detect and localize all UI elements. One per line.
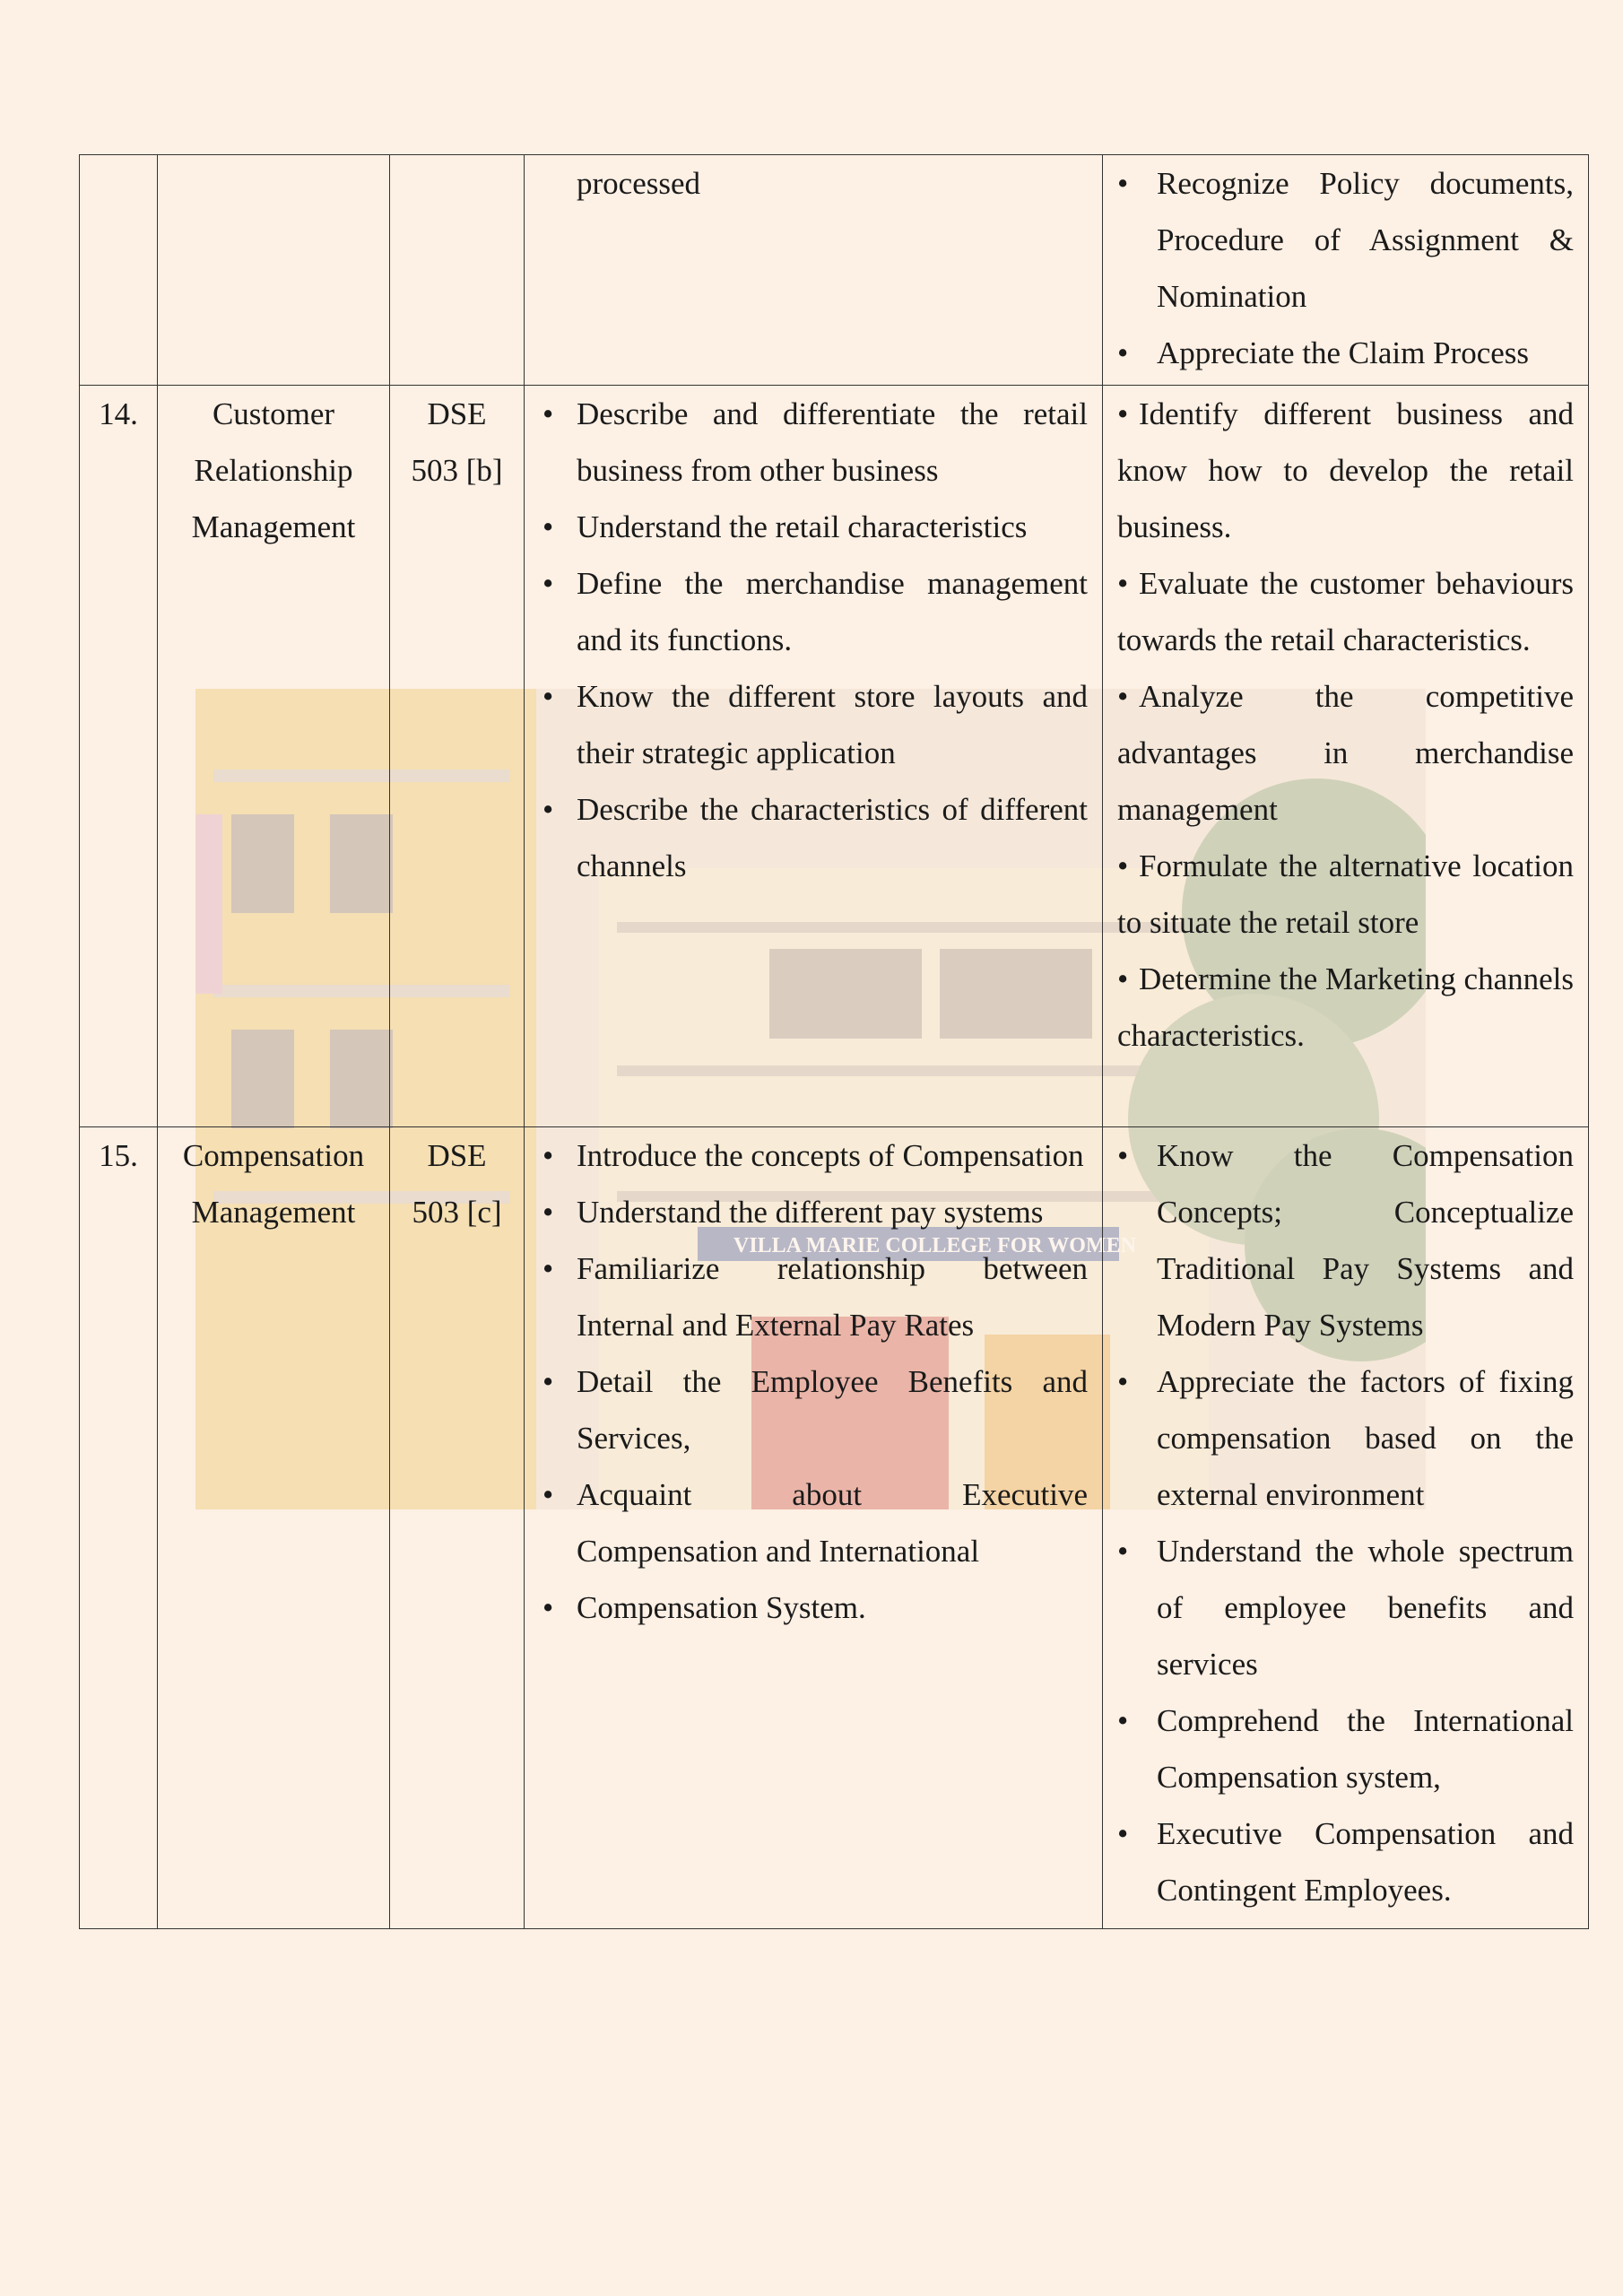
bullet-icon: • bbox=[1117, 1816, 1129, 1851]
serial-number-cell: 14. bbox=[80, 386, 158, 1127]
bullet-icon: • bbox=[542, 1590, 554, 1625]
outcomes-cell bbox=[1103, 386, 1589, 1127]
outcome-item: • Understand the whole spectrum of employee benefits and services bbox=[1117, 1523, 1574, 1692]
objective-item: processed bbox=[577, 166, 701, 201]
objective-item: • Understand the different pay systems bbox=[539, 1184, 1088, 1240]
bullet-icon: • bbox=[1117, 1364, 1129, 1399]
objectives-cell bbox=[525, 1127, 1103, 1929]
course-title-cell bbox=[158, 1127, 390, 1929]
course-code-line: DSE bbox=[427, 396, 487, 431]
outcome-item: • Identify different business and know how to develop the retail business. bbox=[1117, 386, 1574, 555]
bullet-icon: • bbox=[542, 396, 554, 431]
bullet-icon: • bbox=[1117, 396, 1129, 431]
table-row bbox=[80, 1127, 1589, 1929]
serial-number-cell: 15. bbox=[80, 1127, 158, 1929]
bullet-icon: • bbox=[1117, 335, 1129, 370]
bullet-icon: • bbox=[1117, 679, 1129, 714]
bullet-icon: • bbox=[542, 679, 554, 714]
bullet-icon: • bbox=[542, 1195, 554, 1230]
outcome-item: • Appreciate the Claim Process bbox=[1117, 325, 1574, 381]
course-title-line: Management bbox=[191, 509, 356, 544]
course-title-line: Relationship bbox=[194, 453, 353, 488]
course-title-line: Customer bbox=[212, 396, 335, 431]
bullet-icon: • bbox=[1117, 1534, 1129, 1569]
course-code-line: 503 [c] bbox=[412, 1195, 502, 1230]
bullet-icon: • bbox=[542, 1138, 554, 1173]
outcomes-cell bbox=[1103, 155, 1589, 386]
serial-number-cell bbox=[80, 155, 158, 386]
course-code-cell bbox=[390, 386, 525, 1127]
outcomes-cell bbox=[1103, 1127, 1589, 1929]
course-code-line: 503 [b] bbox=[411, 453, 503, 488]
objective-item: • Familiarize relationship between Internal and External Pay Rates bbox=[539, 1240, 1088, 1353]
objective-item: • Compensation System. bbox=[539, 1579, 1088, 1636]
outcome-item: • Recognize Policy documents, Procedure of Assignment & Nomination bbox=[1117, 155, 1574, 325]
bullet-icon: • bbox=[1117, 166, 1129, 201]
course-code-line: DSE bbox=[427, 1138, 487, 1173]
course-title-line: Management bbox=[191, 1195, 356, 1230]
table-row bbox=[80, 155, 1589, 386]
course-title-cell bbox=[158, 155, 390, 386]
outcome-item: • Know the Compensation Concepts; Conceptualize Traditional Pay Systems and Modern Pay Systems bbox=[1117, 1127, 1574, 1353]
objective-item: • Introduce the concepts of Compensation bbox=[539, 1127, 1088, 1184]
objectives-cell bbox=[525, 386, 1103, 1127]
bullet-icon: • bbox=[1117, 566, 1129, 601]
outcome-item: • Executive Compensation and Contingent Employees. bbox=[1117, 1805, 1574, 1918]
objective-item: • Acquaint about Executive Compensation and International bbox=[539, 1466, 1088, 1579]
course-code-cell bbox=[390, 1127, 525, 1929]
objectives-cell bbox=[525, 155, 1103, 386]
objective-item: • Describe and differentiate the retail business from other business bbox=[539, 386, 1088, 499]
watermark-sign-text: VILLA MARIE COLLEGE FOR WOMEN bbox=[733, 1234, 1136, 1257]
outcome-item: • Determine the Marketing channels characteristics. bbox=[1117, 951, 1574, 1064]
outcome-item: • Comprehend the International Compensation system, bbox=[1117, 1692, 1574, 1805]
table-row bbox=[80, 386, 1589, 1127]
outcome-item: • Appreciate the factors of fixing compensation based on the external environment bbox=[1117, 1353, 1574, 1523]
course-title-cell bbox=[158, 386, 390, 1127]
outcome-item: • Analyze the competitive advantages in merchandise management bbox=[1117, 668, 1574, 838]
bullet-icon: • bbox=[542, 509, 554, 544]
objective-item: • Describe the characteristics of different channels bbox=[539, 781, 1088, 894]
objective-item: • Define the merchandise management and its functions. bbox=[539, 555, 1088, 668]
outcome-item: • Evaluate the customer behaviours towards the retail characteristics. bbox=[1117, 555, 1574, 668]
bullet-icon: • bbox=[1117, 961, 1129, 996]
bullet-icon: • bbox=[542, 566, 554, 601]
objective-item: • Understand the retail characteristics bbox=[539, 499, 1088, 555]
course-outcomes-table bbox=[79, 154, 1589, 1929]
bullet-icon: • bbox=[1117, 1703, 1129, 1738]
objective-item: • Detail the Employee Benefits and Services, bbox=[539, 1353, 1088, 1466]
course-title-line: Compensation bbox=[182, 1138, 365, 1173]
bullet-icon: • bbox=[1117, 848, 1129, 883]
bullet-icon: • bbox=[542, 1477, 554, 1512]
outcome-item: • Formulate the alternative location to situate the retail store bbox=[1117, 838, 1574, 951]
objective-item: • Know the different store layouts and their strategic application bbox=[539, 668, 1088, 781]
bullet-icon: • bbox=[542, 1364, 554, 1399]
course-code-cell bbox=[390, 155, 525, 386]
bullet-icon: • bbox=[1117, 1138, 1129, 1173]
bullet-icon: • bbox=[542, 792, 554, 827]
bullet-icon: • bbox=[542, 1251, 554, 1286]
